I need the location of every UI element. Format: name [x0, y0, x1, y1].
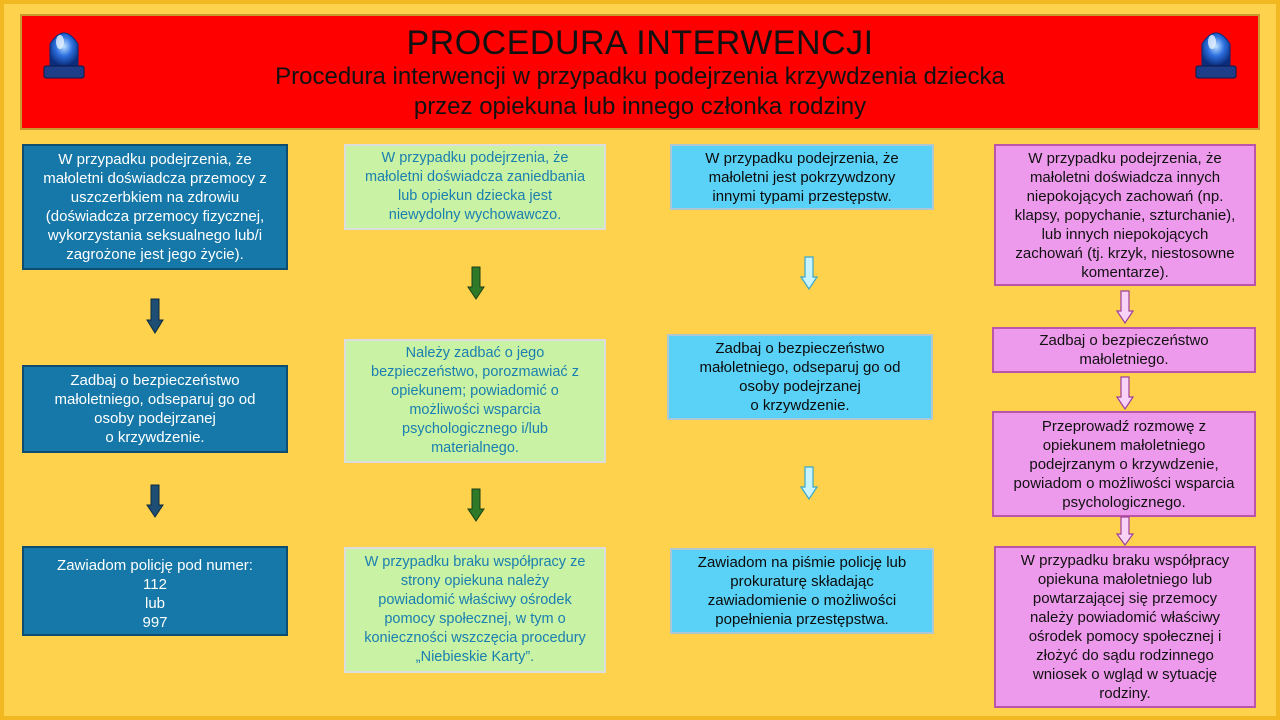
arrow-down-icon	[1116, 290, 1134, 324]
column4-step3-box: Przeprowadź rozmowę z opiekunem małoletniego podejrzanym o krzywdzenie, powiadom o możliwości wsparcia psychologicznego.	[992, 411, 1256, 517]
column2-step2-box: Należy zadbać o jego bezpieczeństwo, porozmawiać z opiekunem; powiadomić o możliwości wsparcia psychologicznego i/lub materialnego.	[344, 339, 606, 463]
column1-step1-box: W przypadku podejrzenia, że małoletni doświadcza przemocy z uszczerbkiem na zdrowiu (doświadcza przemocy fizycznej, wykorzystania seksualnego lub/i zagrożone jest jego życie).	[22, 144, 288, 270]
arrow-down-icon	[800, 256, 818, 290]
arrow-down-icon	[146, 484, 164, 518]
arrow-down-icon	[800, 466, 818, 500]
column1-step2-box: Zadbaj o bezpieczeństwo małoletniego, odseparuj go od osoby podejrzanej o krzywdzenie.	[22, 365, 288, 453]
arrow-down-icon	[1116, 376, 1134, 410]
column4-step1-box: W przypadku podejrzenia, że małoletni doświadcza innych niepokojących zachowań (np. klapsy, popychanie, szturchanie), lub innych niepokojących zachowań (tj. krzyk, niestosowne komentarze).	[994, 144, 1256, 286]
column2-step3-box: W przypadku braku współpracy ze strony opiekuna należy powiadomić właściwy ośrodek pomocy społecznej, w tym o konieczności wszczęcia procedury „Niebieskie Karty”.	[344, 547, 606, 673]
page-title: PROCEDURA INTERWENCJI	[406, 24, 874, 62]
column3-step3-box: Zawiadom na piśmie policję lub prokuraturę składając zawiadomienie o możliwości popełnienia przestępstwa.	[670, 548, 934, 634]
column3-step1-box: W przypadku podejrzenia, że małoletni jest pokrzywdzony innymi typami przestępstw.	[670, 144, 934, 210]
column4-step4-box: W przypadku braku współpracy opiekuna małoletniego lub powtarzającej się przemocy należy powiadomić właściwy ośrodek pomocy społecznej i złożyć do sądu rodzinnego wniosek o wgląd w sytuację rodziny.	[994, 546, 1256, 708]
column1-step3-box: Zawiadom policję pod numer: 112 lub 997	[22, 546, 288, 636]
column2-step1-box: W przypadku podejrzenia, że małoletni doświadcza zaniedbania lub opiekun dziecka jest niewydolny wychowawczo.	[344, 144, 606, 230]
header-banner	[20, 14, 1260, 130]
siren-icon	[40, 22, 88, 82]
page-subtitle-line2: przez opiekuna lub innego członka rodziny	[413, 93, 867, 120]
siren-icon	[1192, 22, 1240, 82]
arrow-down-icon	[467, 488, 485, 522]
column3-step2-box: Zadbaj o bezpieczeństwo małoletniego, odseparuj go od osoby podejrzanej o krzywdzenie.	[667, 334, 933, 420]
column4-step2-box: Zadbaj o bezpieczeństwo małoletniego.	[992, 327, 1256, 373]
arrow-down-icon	[146, 298, 164, 334]
arrow-down-icon	[1116, 516, 1134, 546]
arrow-down-icon	[467, 266, 485, 300]
page-subtitle-line1: Procedura interwencji w przypadku podejrzenia krzywdzenia dziecka	[275, 63, 1005, 90]
